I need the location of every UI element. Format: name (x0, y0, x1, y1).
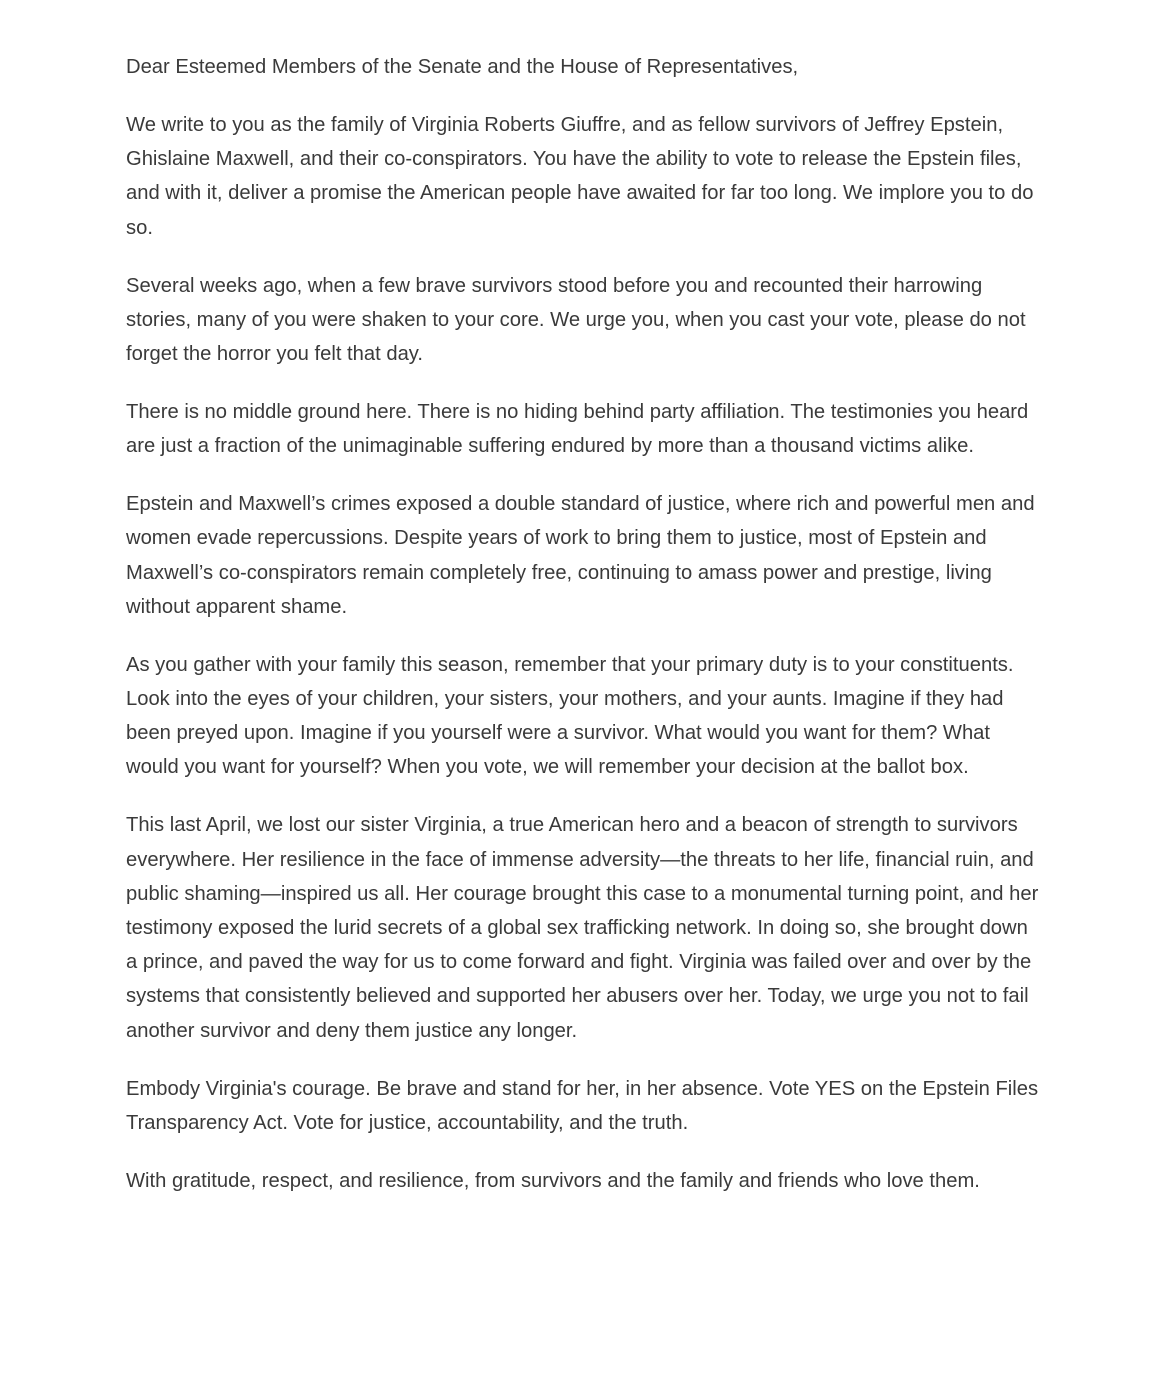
letter-body (126, 50, 1044, 1222)
paragraph-family-season: As you gather with your family this season, remember that your primary duty is to your constituents. Look into the eyes of your children, your sisters, your mothers, and your aunts. Imagine if they had been preyed upon. Imagine if you yourself were a survivor. What would you want for them? What would you want for yourself? When you vote, we will remember your decision at the ballot box. (126, 653, 1014, 779)
paragraph-survivor-testimony: Several weeks ago, when a few brave survivors stood before you and recounted their harrowing stories, many of you were shaken to your core. We urge you, when you cast your vote, please do not forget the horror you felt that day. (126, 274, 1026, 366)
paragraph-release-files: We write to you as the family of Virginia Roberts Giuffre, and as fellow survivors of Jeffrey Epstein, Ghislaine Maxwell, and their co-conspirators. You have the ability to vote to release the Epstein files, and with it, deliver a promise the American people have awaited for far too long. We implore you to do so. (126, 114, 1034, 239)
closing: With gratitude, respect, and resilience, from survivors and the family and friends who love them. (126, 1169, 980, 1192)
paragraph-virginia-tribute: This last April, we lost our sister Virginia, a true American hero and a beacon of strength to survivors everywhere. Her resilience in the face of immense adversity—the threats to her life, financial ruin, and public shaming—inspired us all. Her courage brought this case to a monumental turning point, and her testimony exposed the lurid secrets of a global sex trafficking network. In doing so, she brought down a prince, and paved the way for us to come forward and fight. Virginia was failed over and over by the systems that consistently believed and supported her abusers over her. Today, we urge you not to fail another survivor and deny them justice any longer. (126, 814, 1039, 1042)
salutation: Dear Esteemed Members of the Senate and the House of Representatives, (126, 56, 799, 78)
paragraph-no-middle-ground: There is no middle ground here. There is no hiding behind party affiliation. The testimonies you heard are just a fraction of the unimaginable suffering endured by more than a thousand victims alike. (126, 401, 1029, 458)
paragraph-double-standard: Epstein and Maxwell’s crimes exposed a double standard of justice, where rich and powerful men and women evade repercussions. Despite years of work to bring them to justice, most of Epstein and Maxwell’s co-conspirators remain completely free, continuing to amass power and prestige, living without apparent shame. (126, 493, 1035, 618)
paragraph-call-to-action: Embody Virginia's courage. Be brave and stand for her, in her absence. Vote YES on the Epstein Files Transparency Act. Vote for justice, accountability, and the truth. (126, 1077, 1039, 1134)
